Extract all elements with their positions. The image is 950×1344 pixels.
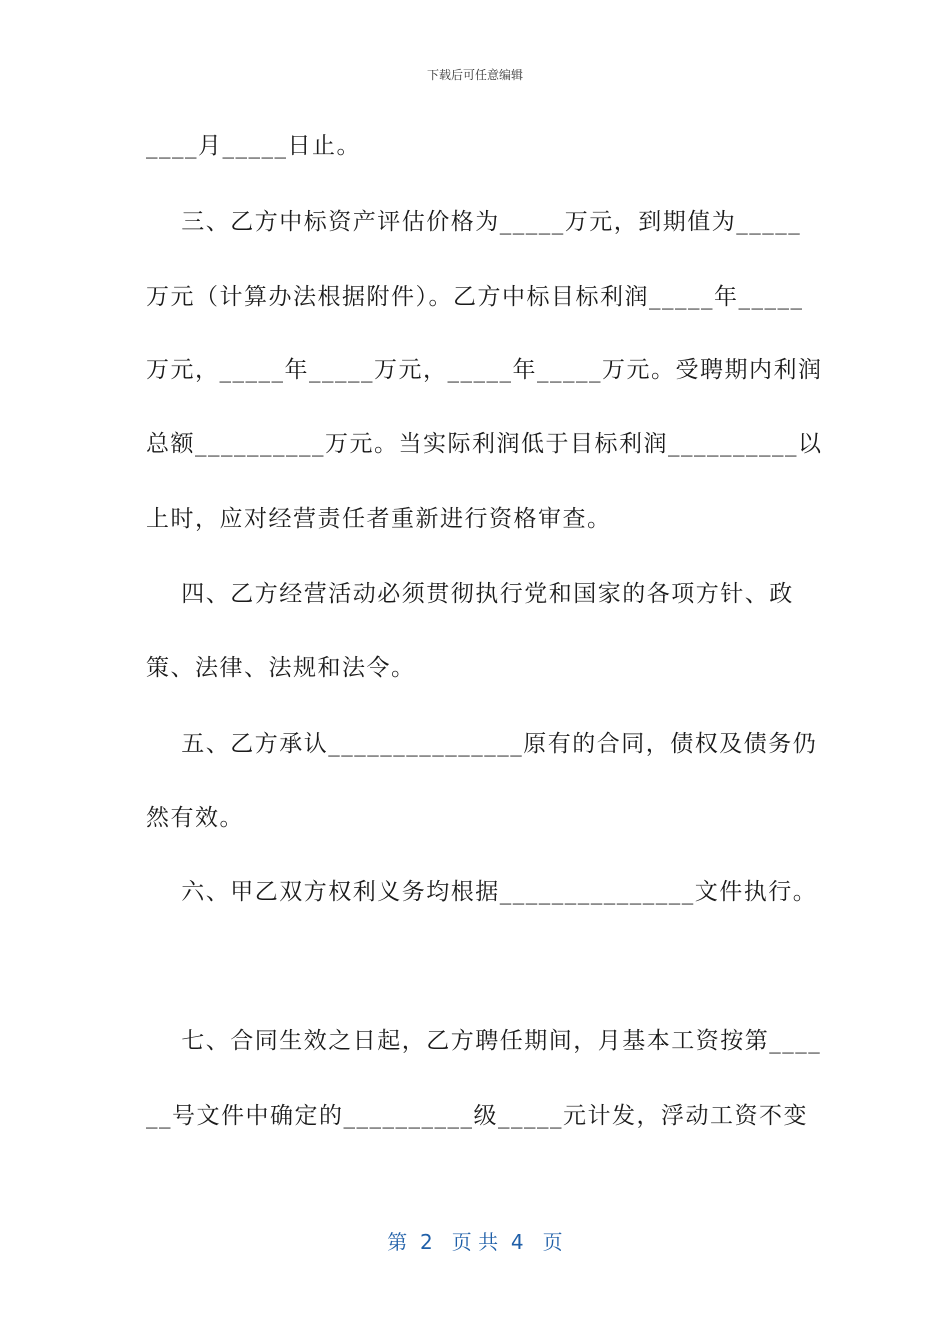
paragraph-line: __号文件中确定的__________级_____元计发，浮动工资不变	[146, 1103, 808, 1129]
paragraph-line: ____月_____日止。	[146, 133, 361, 159]
paragraph-line: 总额__________万元。当实际利润低于目标利润__________以	[146, 431, 823, 457]
paragraph-line: 上时，应对经营责任者重新进行资格审查。	[146, 506, 612, 532]
paragraph-line: 六、甲乙双方权利义务均根据_______________文件执行。	[146, 879, 818, 905]
paragraph-line: 万元（计算办法根据附件）。乙方中标目标利润_____年_____	[146, 284, 804, 310]
paragraph-line: 四、乙方经营活动必须贯彻执行党和国家的各项方针、政	[146, 581, 794, 607]
paragraph-line: 然有效。	[146, 805, 244, 831]
paragraph-line: 策、法律、法规和法令。	[146, 655, 416, 681]
page-header: 下载后可任意编辑	[426, 68, 523, 82]
paragraph-line: 五、乙方承认_______________原有的合同，债权及债务仍	[146, 731, 818, 757]
paragraph-line: 七、合同生效之日起，乙方聘任期间，月基本工资按第____	[146, 1028, 822, 1054]
paragraph-line: 三、乙方中标资产评估价格为_____万元，到期值为_____	[146, 209, 802, 235]
paragraph-line: 万元，_____年_____万元，_____年_____万元。受聘期内利润	[146, 357, 823, 383]
page-footer: 第 2 页 共 4 页	[387, 1230, 563, 1254]
